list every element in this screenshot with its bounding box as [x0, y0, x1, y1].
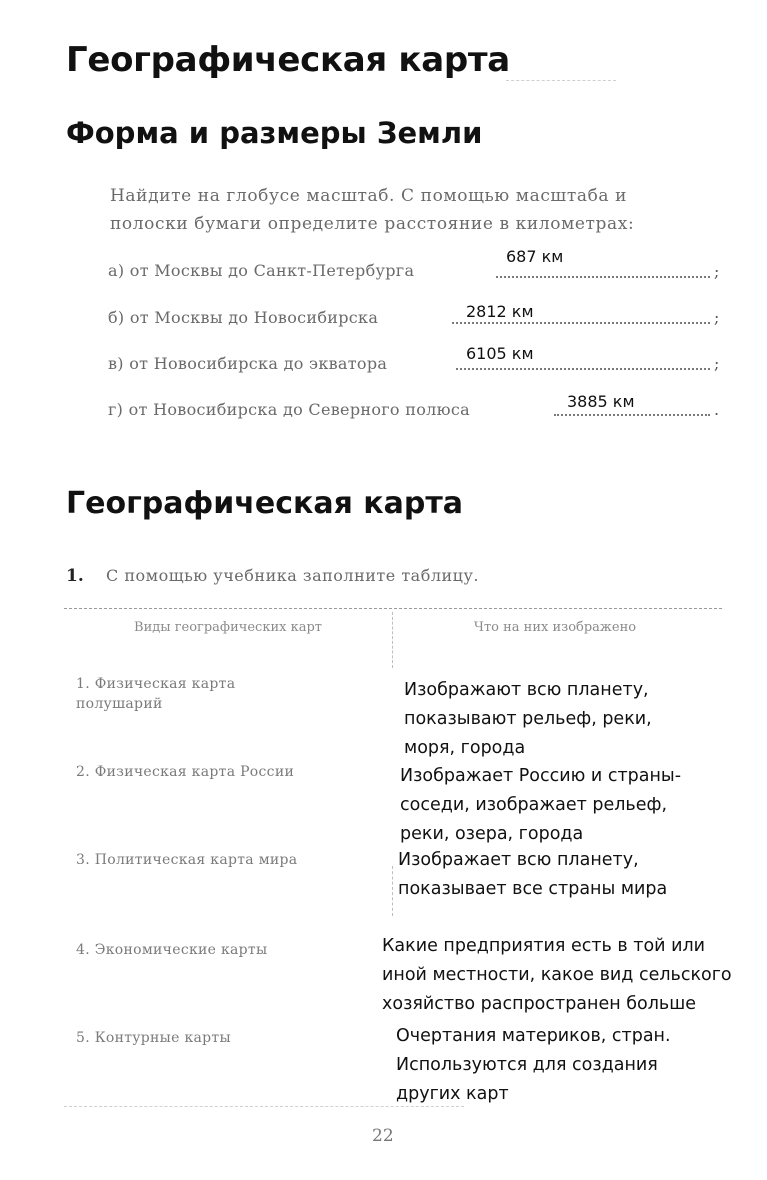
question-b-end: ;	[714, 308, 720, 327]
section1-heading: Форма и размеры Земли	[66, 116, 483, 150]
question-b-answer: 2812 км	[466, 302, 534, 321]
table-row-3-answer: Изображает всю планету, показывает все страны мира	[398, 850, 668, 899]
question-a-answer: 687 км	[506, 247, 564, 266]
table-row-4-type: 4. Экономические карты	[76, 942, 268, 958]
section1-instruction-line2: полоски бумаги определите расстояние в километрах:	[110, 214, 635, 234]
question-a-dotted-line	[496, 276, 710, 278]
table-row-4-answer: Какие предприятия есть в той или иной местности, какое вид сельского хозяйство распространен больше	[382, 936, 732, 1014]
question-d-dotted-line	[554, 414, 710, 416]
table-column-divider-lower	[392, 866, 393, 916]
section2-heading: Географическая карта	[66, 486, 464, 521]
question-a-label: а) от Москвы до Санкт-Петербурга	[108, 261, 415, 280]
task-text: С помощью учебника заполните таблицу.	[106, 566, 479, 585]
page-number: 22	[372, 1126, 394, 1146]
question-d-end: .	[714, 400, 720, 419]
question-a-end: ;	[714, 262, 720, 281]
section1-instruction-line1: Найдите на глобусе масштаб. С помощью масштаба и	[110, 186, 628, 206]
table-top-rule	[64, 608, 722, 609]
task-number: 1.	[66, 566, 84, 586]
table-column-divider	[392, 612, 393, 668]
table-row-5-type: 5. Контурные карты	[76, 1030, 231, 1046]
question-b-label: б) от Москвы до Новосибирска	[108, 308, 379, 327]
table-header-depicted: Что на них изображено	[473, 620, 637, 635]
page-title: Географическая карта	[66, 40, 510, 80]
question-d-answer: 3885 км	[567, 392, 635, 411]
question-c-answer: 6105 км	[466, 344, 534, 363]
question-d-label: г) от Новосибирска до Северного полюса	[108, 400, 470, 419]
table-bottom-rule	[64, 1106, 464, 1107]
table-row-2-type: 2. Физическая карта России	[76, 764, 295, 780]
question-c-label: в) от Новосибирска до экватора	[108, 354, 388, 373]
question-c-end: ;	[714, 354, 720, 373]
table-row-5-answer: Очертания материков, стран. Используются для создания других карт	[396, 1026, 671, 1104]
table-row-1-answer: Изображают всю планету, показывают рельеф, реки, моря, города	[404, 680, 652, 758]
table-header-map-types: Виды географических карт	[134, 620, 322, 635]
question-b-dotted-line	[452, 322, 710, 324]
table-row-2-answer: Изображает Россию и страны-соседи, изображает рельеф, реки, озера, города	[400, 766, 682, 844]
scan-artifact-line	[506, 80, 616, 81]
table-row-1-type: 1. Физическая карта полушарий	[76, 676, 236, 712]
table-row-3-type: 3. Политическая карта мира	[76, 852, 298, 868]
question-c-dotted-line	[456, 368, 710, 370]
